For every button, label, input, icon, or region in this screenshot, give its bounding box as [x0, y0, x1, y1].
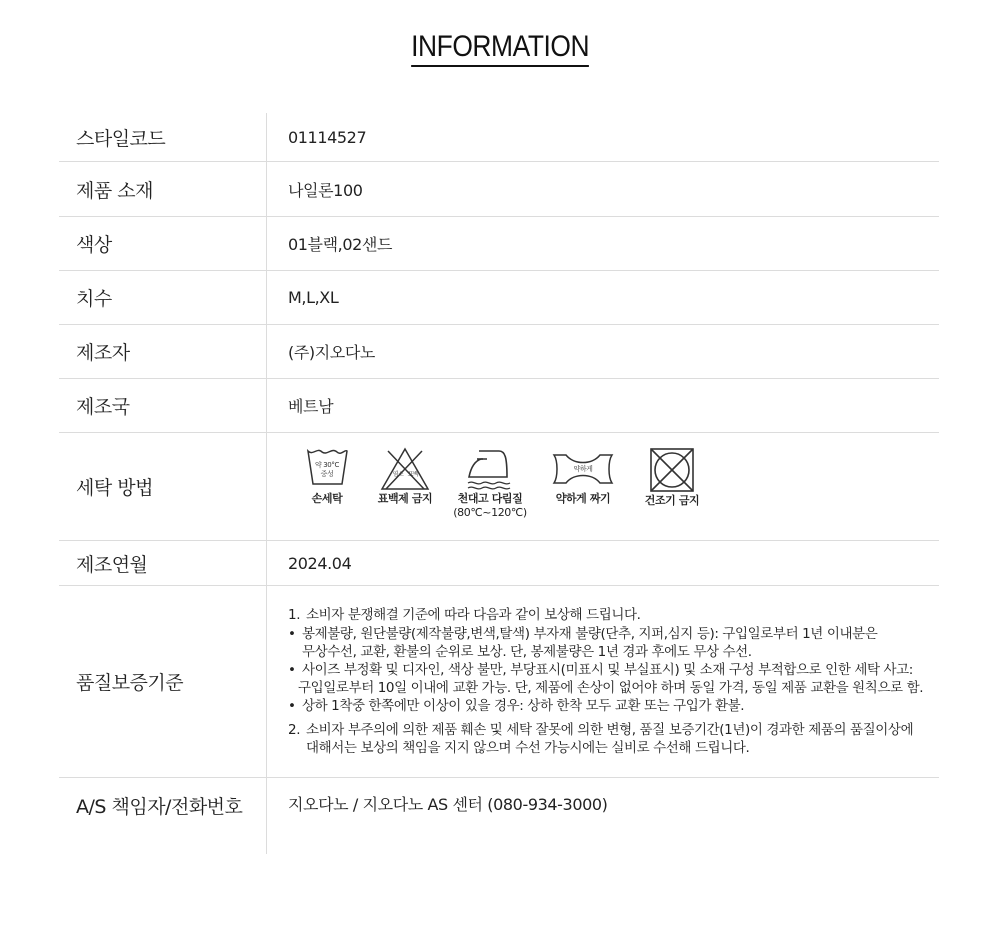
page-title: INFORMATION	[411, 30, 589, 67]
wash-item-iron	[444, 447, 536, 520]
info-table	[59, 113, 939, 854]
row-material	[59, 162, 939, 217]
wash-symbols	[288, 447, 714, 520]
warranty-item-1-text: 소비자 분쟁해결 기준에 따라 다음과 같이 보상해 드립니다.	[306, 607, 641, 623]
warranty-item-2	[288, 721, 923, 739]
row-style-code	[59, 113, 939, 162]
warranty-bullet-1	[288, 625, 923, 643]
iron-icon	[465, 447, 515, 491]
style-code-label: 스타일코드	[59, 113, 267, 161]
warranty-item-2-text-b: 대해서는 보상의 책임을 지지 않으며 수선 가능시에는 실비로 수선해 드립니다.	[306, 740, 750, 756]
material-value: 나일론100	[288, 180, 363, 200]
warranty-text	[288, 606, 923, 757]
iron-caption: 천대고 다림질	[457, 492, 523, 505]
warranty-bullet-3-mark: •	[288, 698, 296, 714]
row-date	[59, 541, 939, 586]
warranty-item-2-text-a: 소비자 부주의에 의한 제품 훼손 및 세탁 잘못에 의한 변형, 품질 보증기간(1년)이 경과한 제품의 품질이상에	[306, 722, 914, 738]
warranty-item-2-mark: 2.	[288, 722, 301, 738]
wash-item-dryer	[630, 447, 714, 508]
maker-value: (주)지오다노	[288, 343, 375, 362]
no-tumble-dry-icon	[649, 447, 695, 493]
row-size	[59, 271, 939, 325]
wash-value	[267, 433, 939, 540]
wash-item-bleach	[366, 447, 444, 506]
wash-label: 세탁 방법	[59, 433, 267, 540]
material-label: 제품 소재	[59, 162, 267, 216]
warranty-bullet-2-text-b: 구입일로부터 10일 이내에 교환 가능. 단, 제품에 손상이 없어야 하며 동일 가격, 동일 제품 교환을 원칙으로 함.	[298, 680, 924, 696]
warranty-bullet-3-text: 상하 1착중 한쪽에만 이상이 있을 경우: 상하 한착 모두 교환 또는 구입가 환불.	[302, 698, 745, 714]
maker-label: 제조자	[59, 325, 267, 378]
color-label: 색상	[59, 217, 267, 270]
country-value: 베트남	[288, 397, 334, 416]
as-label: A/S 책임자/전화번호	[59, 778, 267, 854]
row-country	[59, 379, 939, 433]
hand-wash-temp: 약 30°C	[315, 461, 339, 469]
date-label: 제조연월	[59, 541, 267, 585]
page-title-wrap	[0, 30, 1000, 67]
color-value: 01블랙,02샌드	[288, 235, 393, 254]
wash-item-wring	[536, 447, 630, 506]
warranty-bullet-3	[288, 697, 923, 715]
row-color	[59, 217, 939, 271]
hand-wash-neutral: 중성	[320, 470, 334, 478]
warranty-label: 품질보증기준	[59, 586, 267, 777]
hand-wash-caption: 손세탁	[311, 492, 343, 505]
country-label: 제조국	[59, 379, 267, 432]
wash-item-hand	[288, 447, 366, 506]
iron-temp-range: (80℃~120℃)	[453, 506, 527, 519]
gentle-wring-icon	[552, 447, 614, 491]
warranty-bullet-2-mark: •	[288, 662, 296, 678]
gentle-wring-caption: 약하게 짜기	[555, 492, 611, 505]
warranty-bullet-1-text-b: 무상수선, 교환, 환불의 순위로 보상. 단, 봉제불량은 1년 경과 후에도 무상 수선.	[302, 644, 752, 660]
no-tumble-dry-caption: 건조기 금지	[644, 494, 700, 507]
warranty-value	[267, 586, 939, 777]
row-warranty	[59, 586, 939, 778]
row-maker	[59, 325, 939, 379]
warranty-bullet-1-text-a: 봉제불량, 원단불량(제작불량,변색,탈색) 부자재 불량(단추, 지퍼,심지 등): 구입일로부터 1년 이내분은	[302, 626, 878, 642]
warranty-item-1	[288, 606, 923, 624]
no-bleach-caption: 표백제 금지	[377, 492, 433, 505]
warranty-bullet-1-mark: •	[288, 626, 296, 642]
date-value: 2024.04	[288, 553, 352, 573]
warranty-bullet-2	[288, 661, 923, 679]
warranty-bullet-2-text-a: 사이즈 부정확 및 디자인, 색상 불만, 부당표시(미표시 및 부실표시) 및 소재 구성 부적합으로 인한 세탁 사고:	[302, 662, 913, 678]
as-value: 지오다노 / 지오다노 AS 센터 (080-934-3000)	[288, 795, 608, 814]
gentle-wring-text: 약하게	[573, 465, 593, 473]
row-wash	[59, 433, 939, 541]
size-value: M,L,XL	[288, 288, 339, 307]
no-bleach-icon	[380, 447, 430, 491]
row-as	[59, 778, 939, 854]
no-bleach-text2: 표백	[407, 471, 419, 478]
hand-wash-icon	[305, 447, 349, 487]
no-bleach-text1: 염소	[392, 471, 404, 478]
size-label: 치수	[59, 271, 267, 324]
warranty-item-1-mark: 1.	[288, 607, 301, 623]
style-code-value: 01114527	[288, 127, 367, 147]
